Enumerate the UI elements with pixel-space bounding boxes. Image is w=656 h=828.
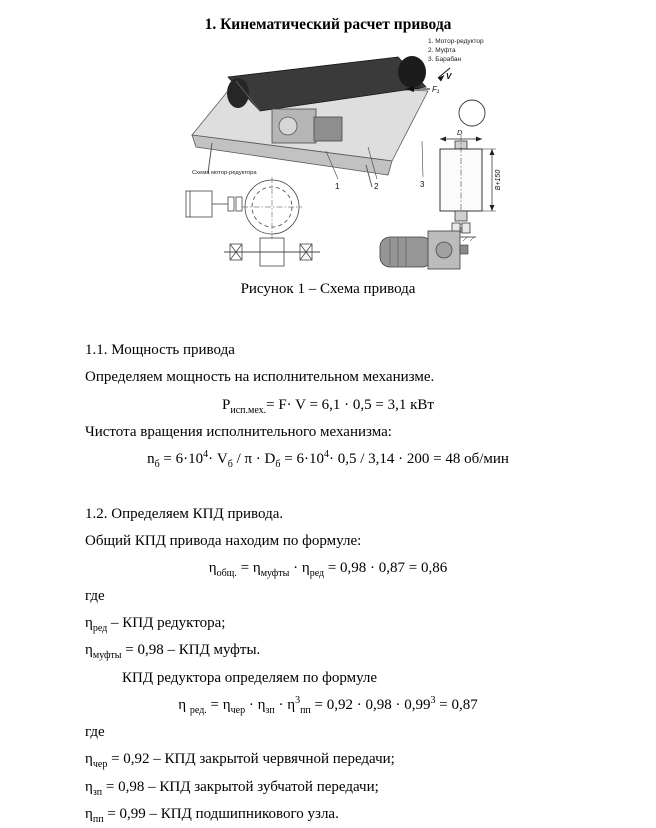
document-body [85,337,571,828]
formula-reducer-efficiency: η $_{ред.} = \eta_{чер} \cdot \eta_{зп} \cdot \eta^3_{пп} = 0,92 \cdot 0,98 \cdot 0,99^3 = 0,87$ [178,694,478,716]
paragraph-power-intro: Определяем мощность на исполнительном механизме. [85,369,435,386]
section-1-1-heading: 1.1. Мощность привода [85,342,235,358]
conveyor-drawing [192,56,428,187]
spacer-line [85,473,571,500]
figure-legend [428,38,484,63]
definition-eta-red: $\eta_{ред}$ – КПД редуктора; [85,614,226,634]
dimension-d-label: D [457,128,463,137]
part-number-3: 3 [420,180,425,189]
figure-drive-scheme [178,31,530,277]
definition-eta-muft: $\eta_{муфты} = 0,98$ – КПД муфты. [85,642,261,662]
formula-total-efficiency: $\eta_{общ.} = \eta_{муфты} \cdot \eta_{ред} = 0,98 \cdot 0,87 = 0,86$ [208,560,448,580]
formula-rotation-speed: $n_б = 6\cdot 10^4\cdot V_б / \pi \cdot D_б = 6\cdot 10^4\cdot 0,5 / 3,14 \cdot 200 = 48$ об/мин [147,449,509,471]
part-number-1: 1 [335,182,340,191]
reducer-scheme [186,170,320,266]
paragraph-efficiency-intro: Общий КПД привода находим по формуле: [85,533,362,550]
where-label-1: где [85,587,105,604]
definition-eta-zp: $\eta_{зп} = 0,98$ – КПД закрытой зубчатой передачи; [85,778,379,798]
dimension-b-label: B+150 [495,169,502,191]
legend-item-motor: 1. Мотор-редуктор [428,38,484,45]
formula-power: $P_{исп.мех.}= F\cdot V = 6,1 \cdot 0,5 = 3,1$ кВт [222,396,434,416]
page-title: 1. Кинематический расчет привода [204,16,452,34]
section-1-2-heading: 1.2. Определяем КПД привода. [85,505,284,522]
legend-item-baraban: 3. Барабан [428,56,462,63]
paragraph-rotation-intro: Чистота вращения исполнительного механизма: [85,423,392,440]
drum-end-circle [459,100,485,126]
where-label-2: где [85,724,105,741]
force-label: F₁ [432,85,440,94]
definition-eta-cher: $\eta_{чер} = 0,92$ – КПД закрытой червячной передачи; [85,751,395,771]
drum-dimension-view [440,128,502,241]
figure-caption: Рисунок 1 – Схема привода [240,281,416,297]
part-number-2: 2 [374,182,379,191]
definition-eta-pp: $\eta_{пп} = 0,99$ – КПД подшипникового узла. [85,806,339,826]
drive-scheme-drawing [178,31,530,277]
paragraph-reducer-formula-intro: КПД редуктора определяем по формуле [122,669,378,686]
reducer-scheme-label: Схема мотор-редуктора [192,170,257,176]
legend-item-mufta: 2. Муфта [428,47,456,54]
motor-reducer-photo [380,231,468,269]
velocity-label: V [446,72,452,81]
